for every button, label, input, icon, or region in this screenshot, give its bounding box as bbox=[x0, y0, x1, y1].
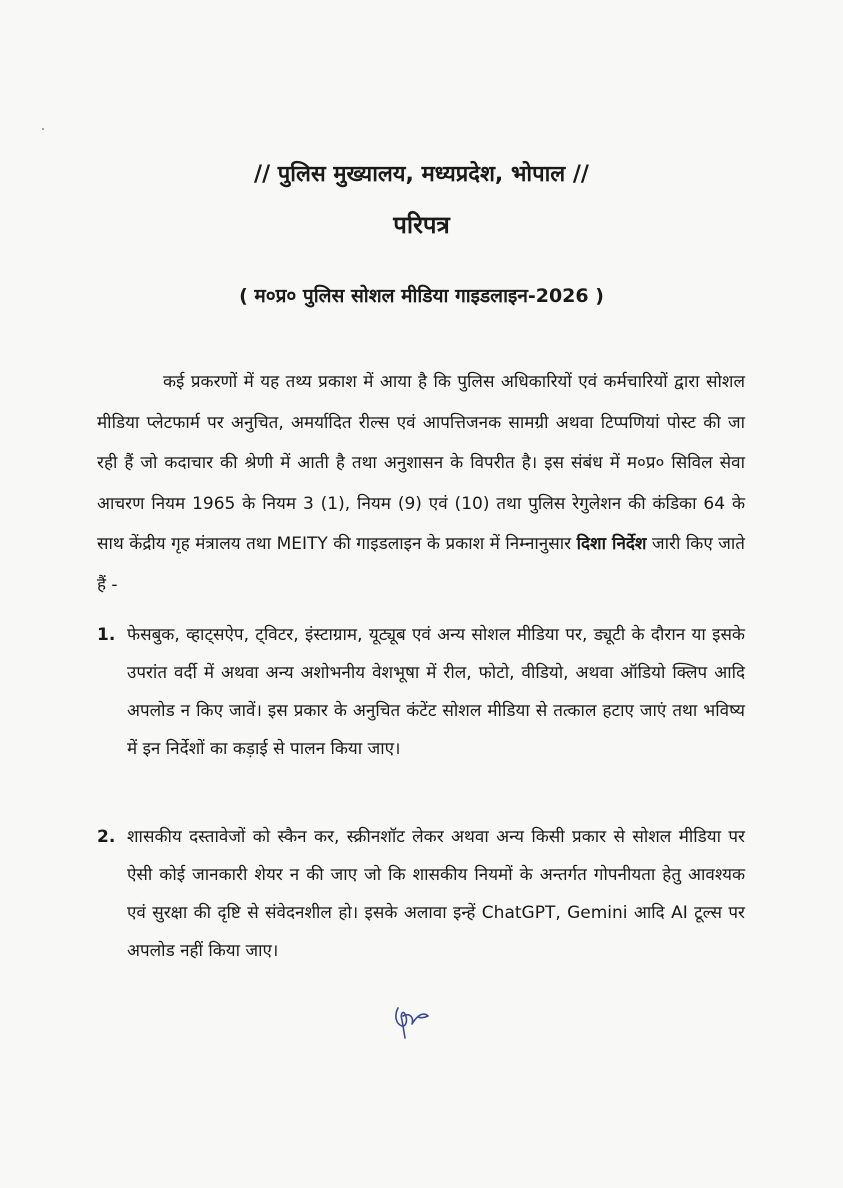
intro-text-after: जारी किए जाते हैं - bbox=[97, 534, 745, 595]
list-item-number: 1. bbox=[97, 625, 116, 645]
circular-subtitle: ( म०प्र० पुलिस सोशल मीडिया गाइडलाइन-2026 ) bbox=[239, 285, 604, 307]
intro-paragraph bbox=[97, 362, 745, 605]
intro-bold-directive: दिशा निर्देश bbox=[576, 534, 647, 554]
signature-initials-icon bbox=[388, 1002, 434, 1042]
circular-title: परिपत्र bbox=[393, 211, 450, 239]
list-item bbox=[97, 818, 745, 970]
list-item bbox=[97, 616, 745, 768]
headquarters-title: // पुलिस मुख्यालय, मध्यप्रदेश, भोपाल // bbox=[254, 162, 589, 187]
list-item-number: 2. bbox=[97, 827, 116, 847]
scan-speck bbox=[42, 128, 44, 130]
intro-text-before: कई प्रकरणों में यह तथ्य प्रकाश में आया है कि पुलिस अधिकारियों एवं कर्मचारियों द्वारा सोशल मीडिया प्लेटफार्म पर अनुचित, अमर्यादित रील्स एवं आपत्तिजनक सामग्री अथवा टिप्पणियां पोस्ट की जा रही हैं जो कदाचार की श्रेणी में आती है तथा अनुशासन के विपरीत है। इस संबंध में म०प्र० सिविल सेवा आचरण नियम 1965 के नियम 3 (1), नियम (9) एवं (10) तथा पुलिस रेगुलेशन की कंडिका 64 के साथ केंद्रीय गृह मंत्रालय तथा MEITY की गाइडलाइन के प्रकाश में निम्नानुसार bbox=[97, 372, 745, 554]
list-item-text: फेसबुक, व्हाट्सऐप, ट्विटर, इंस्टाग्राम, यूट्यूब एवं अन्य सोशल मीडिया पर, ड्यूटी के दौरान या इसके उपरांत वर्दी में अथवा अन्य अशोभनीय वेशभूषा में रील, फोटो, वीडियो, अथवा ऑडियो क्लिप आदि अपलोड न किए जावें। इस प्रकार के अनुचित कंटेंट सोशल मीडिया से तत्काल हटाए जाएं तथा भविष्य में इन निर्देशों का कड़ाई से पालन किया जाए। bbox=[127, 625, 745, 759]
list-item-text: शासकीय दस्तावेजों को स्कैन कर, स्क्रीनशॉट लेकर अथवा अन्य किसी प्रकार से सोशल मीडिया पर ऐसी कोई जानकारी शेयर न की जाए जो कि शासकीय नियमों के अन्तर्गत गोपनीयता हेतु आवश्यक एवं सुरक्षा की दृष्टि से संवेदनशील हो। इसके अलावा इन्हें ChatGPT, Gemini आदि AI टूल्स पर अपलोड नहीं किया जाए। bbox=[127, 827, 745, 961]
signature-stroke bbox=[396, 1008, 428, 1038]
